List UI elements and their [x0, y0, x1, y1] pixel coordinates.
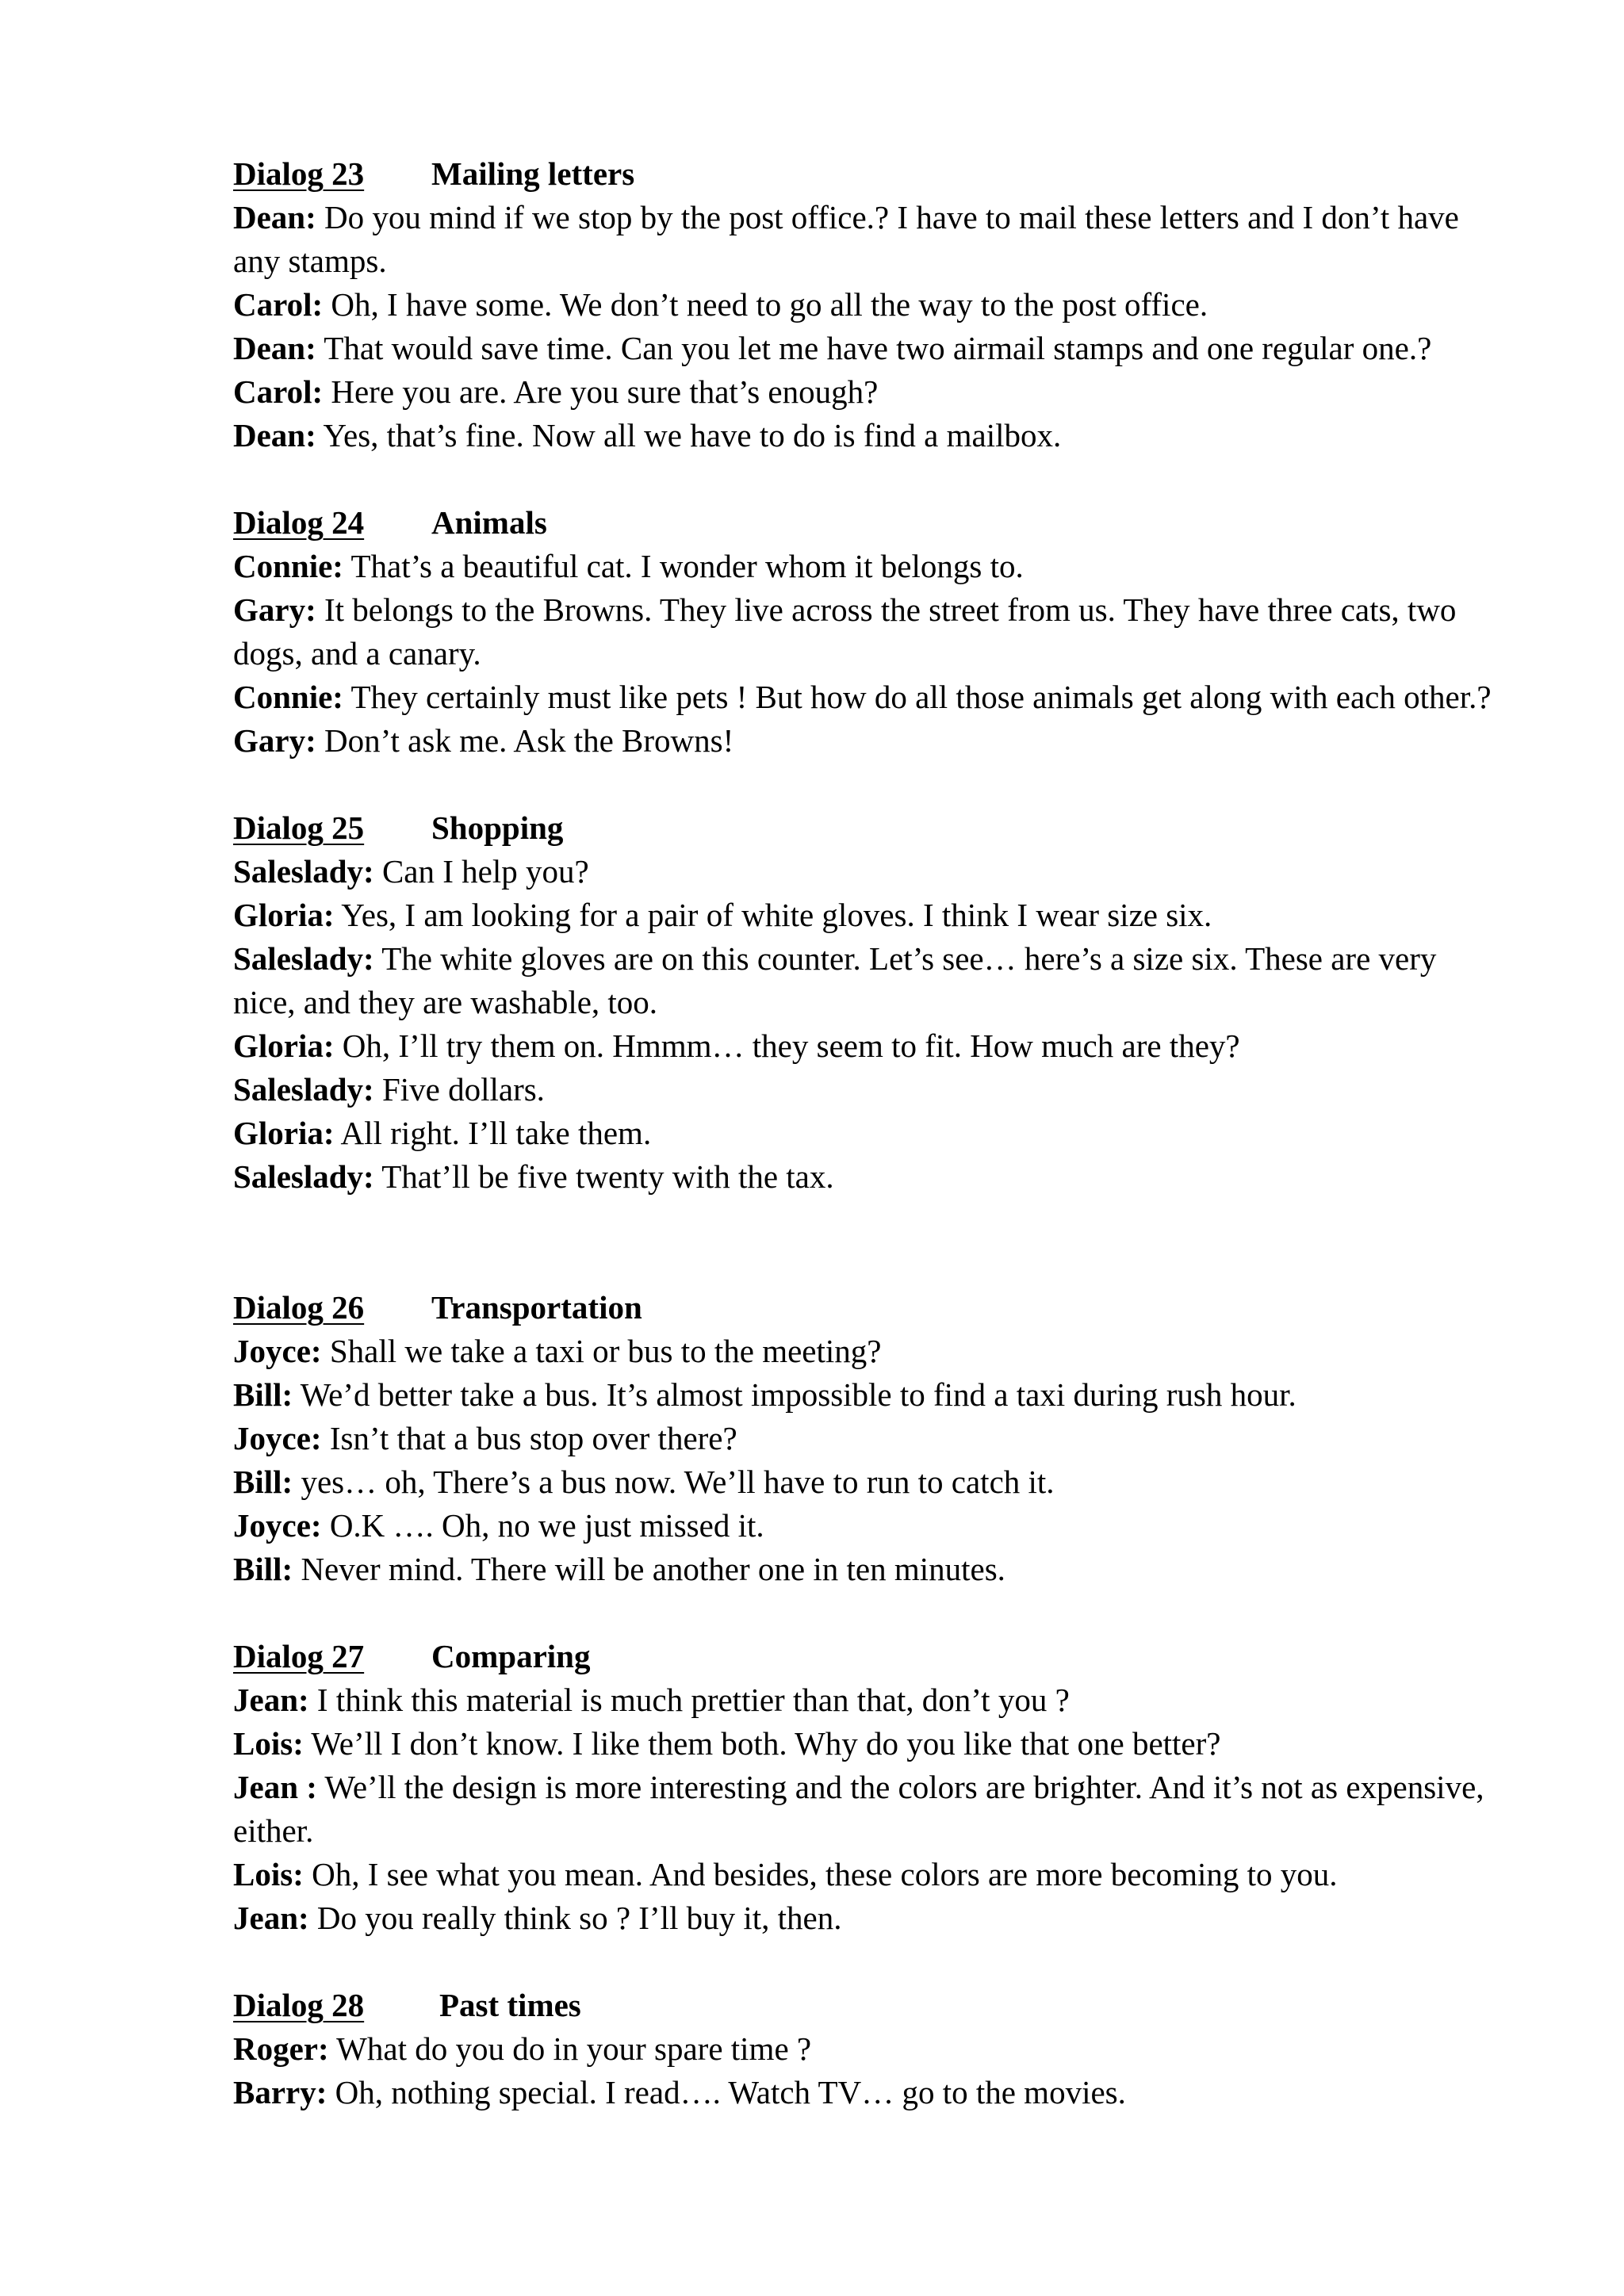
speaker-name: Saleslady: [233, 853, 374, 890]
speaker-name: Saleslady: [233, 1158, 374, 1195]
line-text: yes… oh, There’s a bus now. We’ll have to run to catch it. [293, 1464, 1055, 1500]
line-text: Oh, I have some. We don’t need to go all the way to the post office. [323, 286, 1208, 323]
speaker-name: Carol: [233, 373, 324, 410]
dialog-number: Dialog 24 [233, 504, 365, 541]
line-text: They certainly must like pets ! But how do all those animals get along with each other.? [343, 679, 1492, 715]
line-text: Isn’t that a bus stop over there? [321, 1420, 737, 1456]
dialog-line [233, 1155, 1502, 1199]
dialog-heading [233, 806, 1502, 850]
speaker-name: Bill: [233, 1376, 293, 1413]
line-text: I think this material is much prettier than that, don’t you ? [308, 1682, 1070, 1718]
dialog-title: Shopping [431, 809, 564, 846]
speaker-name: Joyce: [233, 1420, 322, 1456]
dialog-24 [233, 501, 1502, 763]
line-text: We’d better take a bus. It’s almost impossible to find a taxi during rush hour. [293, 1376, 1297, 1413]
speaker-name: Dean: [233, 199, 316, 235]
speaker-name: Dean: [233, 417, 316, 453]
speaker-name: Dean: [233, 330, 316, 366]
speaker-name: Connie: [233, 679, 343, 715]
speaker-name: Carol: [233, 286, 324, 323]
speaker-name: Gloria: [233, 1027, 335, 1064]
speaker-name: Jean : [233, 1769, 317, 1805]
dialog-line [233, 1504, 1502, 1548]
dialog-27 [233, 1635, 1502, 1940]
dialog-25 [233, 806, 1502, 1199]
dialog-line [233, 675, 1502, 719]
speaker-name: Lois: [233, 1725, 304, 1762]
dialog-line [233, 1024, 1502, 1068]
line-text: We’ll I don’t know. I like them both. Why do you like that one better? [303, 1725, 1221, 1762]
line-text: Do you really think so ? I’ll buy it, then. [308, 1900, 842, 1936]
line-text: That would save time. Can you let me have two airmail stamps and one regular one.? [316, 330, 1432, 366]
line-text: Five dollars. [373, 1071, 545, 1108]
line-text: That’s a beautiful cat. I wonder whom it belongs to. [343, 548, 1024, 584]
dialog-line [233, 370, 1502, 414]
line-text: What do you do in your spare time ? [328, 2030, 812, 2067]
dialog-line [233, 2071, 1502, 2114]
dialog-list [233, 152, 1502, 2114]
dialog-line [233, 1766, 1502, 1853]
speaker-name: Gloria: [233, 1115, 335, 1151]
dialog-line [233, 588, 1502, 675]
dialog-line [233, 1548, 1502, 1591]
dialog-line [233, 1460, 1502, 1504]
dialog-title: Mailing letters [431, 155, 635, 192]
dialog-line [233, 283, 1502, 327]
line-text: It belongs to the Browns. They live across the street from us. They have three cats, two dogs, and a canary. [233, 591, 1457, 672]
dialog-number: Dialog 26 [233, 1289, 365, 1326]
dialog-heading [233, 1635, 1502, 1678]
dialog-number: Dialog 28 [233, 1987, 365, 2023]
dialog-line [233, 1853, 1502, 1896]
line-text: The white gloves are on this counter. Let’s see… here’s a size six. These are very nice, and they are washable, too. [233, 940, 1437, 1020]
speaker-name: Roger: [233, 2030, 329, 2067]
line-text: Here you are. Are you sure that’s enough? [323, 373, 879, 410]
dialog-line [233, 1417, 1502, 1460]
dialog-line [233, 1330, 1502, 1373]
dialog-line [233, 1678, 1502, 1722]
line-text: Oh, I’ll try them on. Hmmm… they seem to fit. How much are they? [334, 1027, 1240, 1064]
speaker-name: Joyce: [233, 1507, 322, 1544]
speaker-name: Gary: [233, 722, 316, 759]
dialog-heading [233, 1984, 1502, 2027]
speaker-name: Joyce: [233, 1333, 322, 1369]
dialog-line [233, 850, 1502, 894]
speaker-name: Gary: [233, 591, 316, 628]
dialog-line [233, 1722, 1502, 1766]
line-text: Oh, I see what you mean. And besides, these colors are more becoming to you. [303, 1856, 1338, 1892]
dialog-26 [233, 1286, 1502, 1591]
dialog-title: Comparing [431, 1638, 591, 1674]
dialog-28 [233, 1984, 1502, 2114]
line-text: We’ll the design is more interesting and the colors are brighter. And it’s not as expensive, either. [233, 1769, 1484, 1849]
dialog-line [233, 1373, 1502, 1417]
dialog-line [233, 327, 1502, 370]
speaker-name: Connie: [233, 548, 343, 584]
line-text: Never mind. There will be another one in ten minutes. [293, 1551, 1005, 1587]
line-text: Do you mind if we stop by the post office.? I have to mail these letters and I don’t have any stamps. [233, 199, 1459, 279]
dialog-number: Dialog 23 [233, 155, 365, 192]
dialog-line [233, 1068, 1502, 1112]
line-text: Yes, that’s fine. Now all we have to do is find a mailbox. [316, 417, 1062, 453]
speaker-name: Jean: [233, 1900, 309, 1936]
speaker-name: Lois: [233, 1856, 304, 1892]
speaker-name: Barry: [233, 2074, 327, 2110]
dialog-line [233, 196, 1502, 283]
dialog-23 [233, 152, 1502, 457]
line-text: Don’t ask me. Ask the Browns! [316, 722, 734, 759]
dialog-number: Dialog 25 [233, 809, 365, 846]
dialog-heading [233, 501, 1502, 545]
speaker-name: Saleslady: [233, 940, 374, 977]
line-text: Shall we take a taxi or bus to the meeting? [321, 1333, 882, 1369]
dialog-line [233, 545, 1502, 588]
dialog-line [233, 414, 1502, 457]
dialog-number: Dialog 27 [233, 1638, 365, 1674]
speaker-name: Bill: [233, 1551, 293, 1587]
dialog-line [233, 1896, 1502, 1940]
speaker-name: Jean: [233, 1682, 309, 1718]
line-text: That’ll be five twenty with the tax. [373, 1158, 834, 1195]
dialog-line [233, 1112, 1502, 1155]
speaker-name: Saleslady: [233, 1071, 374, 1108]
dialog-line [233, 894, 1502, 937]
dialog-title: Transportation [431, 1289, 642, 1326]
dialog-heading [233, 1286, 1502, 1330]
dialog-title: Animals [431, 504, 547, 541]
dialog-line [233, 2027, 1502, 2071]
dialog-line [233, 719, 1502, 763]
dialog-title: Past times [439, 1987, 581, 2023]
line-text: Can I help you? [373, 853, 589, 890]
line-text: Oh, nothing special. I read…. Watch TV… go to the movies. [327, 2074, 1126, 2110]
dialog-line [233, 937, 1502, 1024]
line-text: All right. I’ll take them. [334, 1115, 652, 1151]
line-text: O.K …. Oh, no we just missed it. [321, 1507, 764, 1544]
line-text: Yes, I am looking for a pair of white gloves. I think I wear size six. [334, 897, 1212, 933]
speaker-name: Gloria: [233, 897, 335, 933]
dialog-heading [233, 152, 1502, 196]
speaker-name: Bill: [233, 1464, 293, 1500]
